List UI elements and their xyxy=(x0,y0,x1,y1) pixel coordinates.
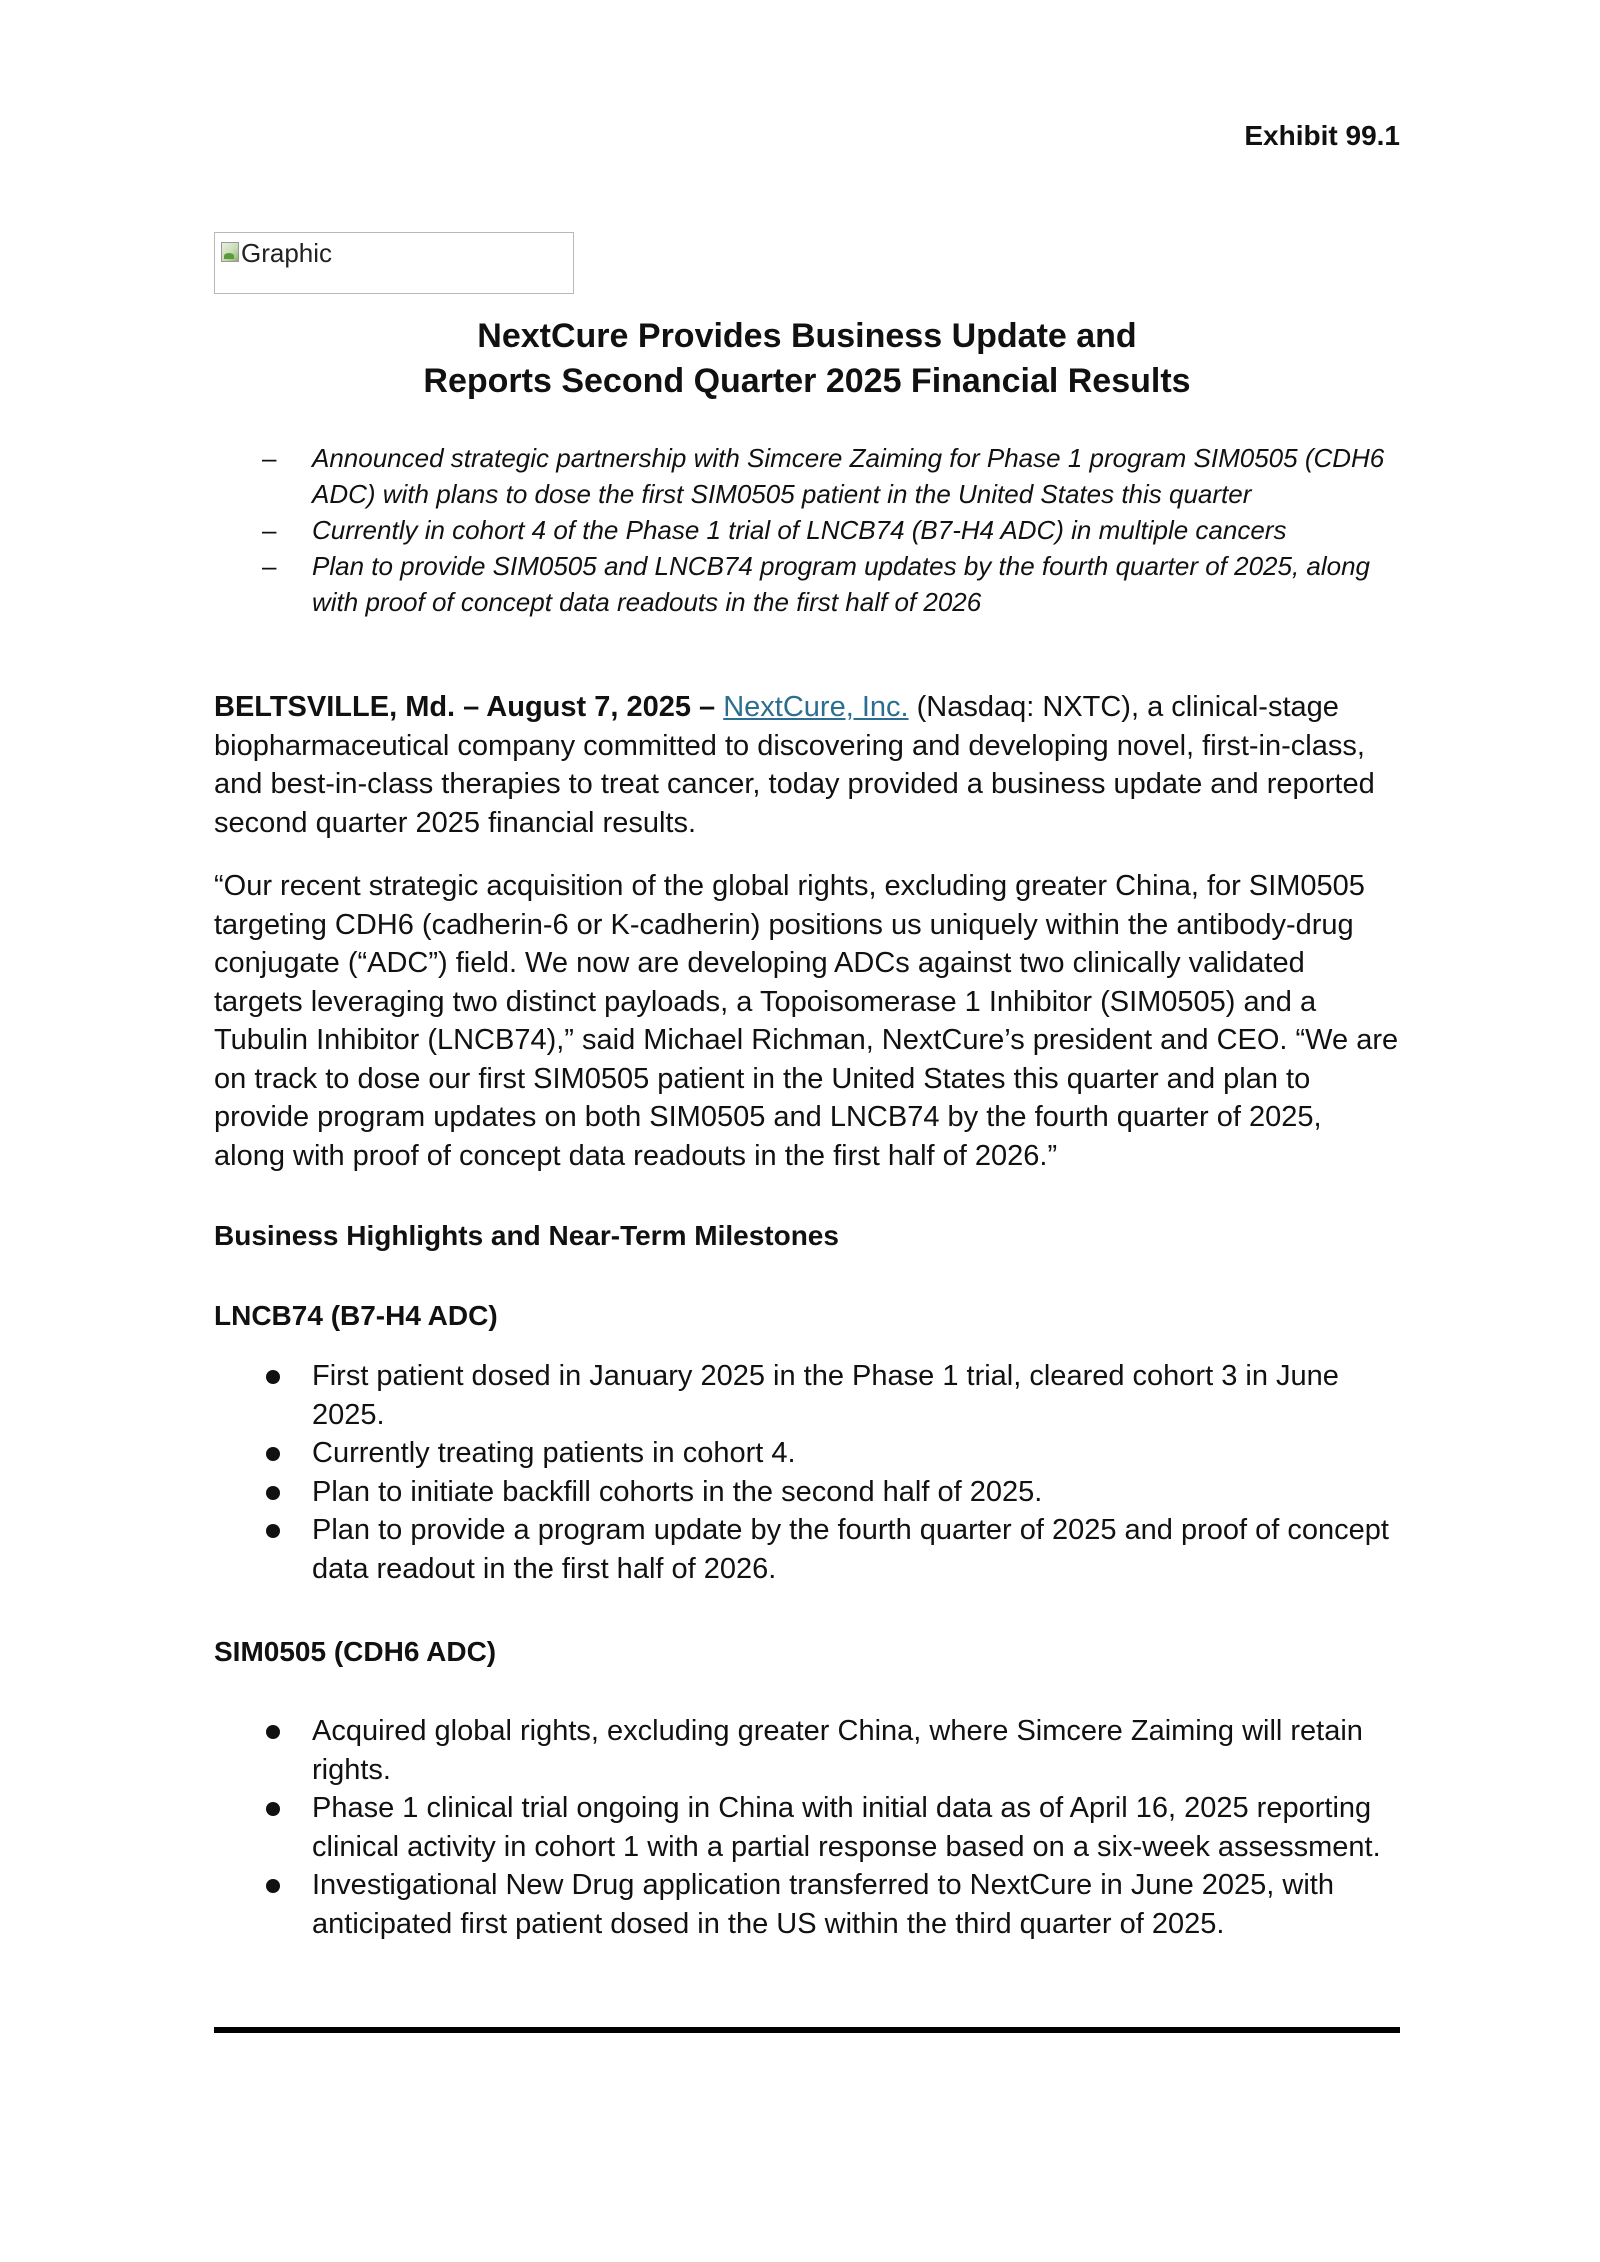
logo-alt-text: Graphic xyxy=(241,238,333,268)
business-highlights-heading: Business Highlights and Near-Term Milestones xyxy=(214,1220,839,1251)
broken-image-icon xyxy=(221,242,239,262)
title-line-1: NextCure Provides Business Update and xyxy=(477,317,1137,355)
title-line-2: Reports Second Quarter 2025 Financial Results xyxy=(423,362,1191,400)
sim0505-heading: SIM0505 (CDH6 ADC) xyxy=(214,1636,497,1667)
summary-highlight-item xyxy=(214,512,1400,548)
dash-marker: – xyxy=(262,551,277,581)
list-item-text: Acquired global rights, excluding greater China, where Simcere Zaiming will retain rights. xyxy=(312,1715,1363,1786)
exhibit-label: Exhibit 99.1 xyxy=(1244,120,1400,151)
list-item xyxy=(214,1712,1400,1789)
bullet-icon xyxy=(266,1447,280,1461)
list-item-text: Plan to initiate backfill cohorts in the second half of 2025. xyxy=(312,1475,1043,1508)
list-item xyxy=(214,1511,1400,1588)
sim0505-bullet-list xyxy=(214,1712,1400,1943)
bullet-icon xyxy=(266,1879,280,1893)
list-item xyxy=(214,1473,1400,1512)
list-item-text: Currently treating patients in cohort 4. xyxy=(312,1437,796,1469)
summary-highlight-text: Announced strategic partnership with Simcere Zaiming for Phase 1 program SIM0505 (CDH6 ADC) with plans to dose the first SIM0505 patient in the United States this quarter xyxy=(312,443,1385,509)
bullet-icon xyxy=(266,1524,280,1538)
bullet-icon xyxy=(266,1725,280,1739)
bullet-icon xyxy=(266,1370,280,1384)
summary-highlight-text: Currently in cohort 4 of the Phase 1 trial of LNCB74 (B7-H4 ADC) in multiple cancers xyxy=(312,515,1287,545)
summary-highlights-list xyxy=(214,440,1400,620)
press-release-title xyxy=(214,314,1400,404)
list-item xyxy=(214,1434,1400,1473)
company-link[interactable]: NextCure, Inc. xyxy=(723,691,909,723)
list-item-text: Phase 1 clinical trial ongoing in China with initial data as of April 16, 2025 reporting clinical activity in cohort 1 with a partial response based on a six-week assessment. xyxy=(312,1792,1381,1863)
intro-paragraph xyxy=(214,688,1400,842)
list-item-text: Investigational New Drug application transferred to NextCure in June 2025, with anticipated first patient dosed in the US within the third quarter of 2025. xyxy=(312,1869,1334,1940)
page-divider xyxy=(214,2027,1400,2033)
dash-marker: – xyxy=(262,443,277,473)
ceo-quote-paragraph: “Our recent strategic acquisition of the global rights, excluding greater China, for SIM0505 targeting CDH6 (cadherin-6 or K-cadherin) positions us uniquely within the antibody-drug conjugate (“ADC”) field. We now are developing ADCs against two clinically validated targets leveraging two distinct payloads, a Topoisomerase 1 Inhibitor (SIM0505) and a Tubulin Inhibitor (LNCB74),” said Michael Richman, NextCure’s president and CEO. “We are on track to dose our first SIM0505 patient in the United States this quarter and plan to provide program updates on both SIM0505 and LNCB74 by the fourth quarter of 2025, along with proof of concept data readouts in the first half of 2026.” xyxy=(214,870,1399,1172)
list-item-text: Plan to provide a program update by the fourth quarter of 2025 and proof of concept data readout in the first half of 2026. xyxy=(312,1514,1389,1585)
summary-highlight-text: Plan to provide SIM0505 and LNCB74 program updates by the fourth quarter of 2025, along with proof of concept data readouts in the first half of 2026 xyxy=(312,551,1371,617)
bullet-icon xyxy=(266,1802,280,1816)
bullet-icon xyxy=(266,1486,280,1500)
list-item xyxy=(214,1866,1400,1943)
company-logo-placeholder xyxy=(214,232,574,294)
list-item xyxy=(214,1357,1400,1434)
list-item xyxy=(214,1789,1400,1866)
lncb74-heading: LNCB74 (B7-H4 ADC) xyxy=(214,1300,498,1331)
lncb74-bullet-list xyxy=(214,1357,1400,1588)
dash-marker: – xyxy=(262,515,277,545)
list-item-text: First patient dosed in January 2025 in the Phase 1 trial, cleared cohort 3 in June 2025. xyxy=(312,1360,1339,1431)
dateline: BELTSVILLE, Md. – August 7, 2025 – xyxy=(214,691,716,723)
summary-highlight-item xyxy=(214,548,1400,620)
intro-text: (Nasdaq: NXTC), a clinical-stage biopharmaceutical company committed to discovering and developing novel, first-in-class, and best-in-class therapies to treat cancer, today provided a business update and reported second quarter 2025 financial results. xyxy=(214,691,1375,839)
summary-highlight-item xyxy=(214,440,1400,512)
